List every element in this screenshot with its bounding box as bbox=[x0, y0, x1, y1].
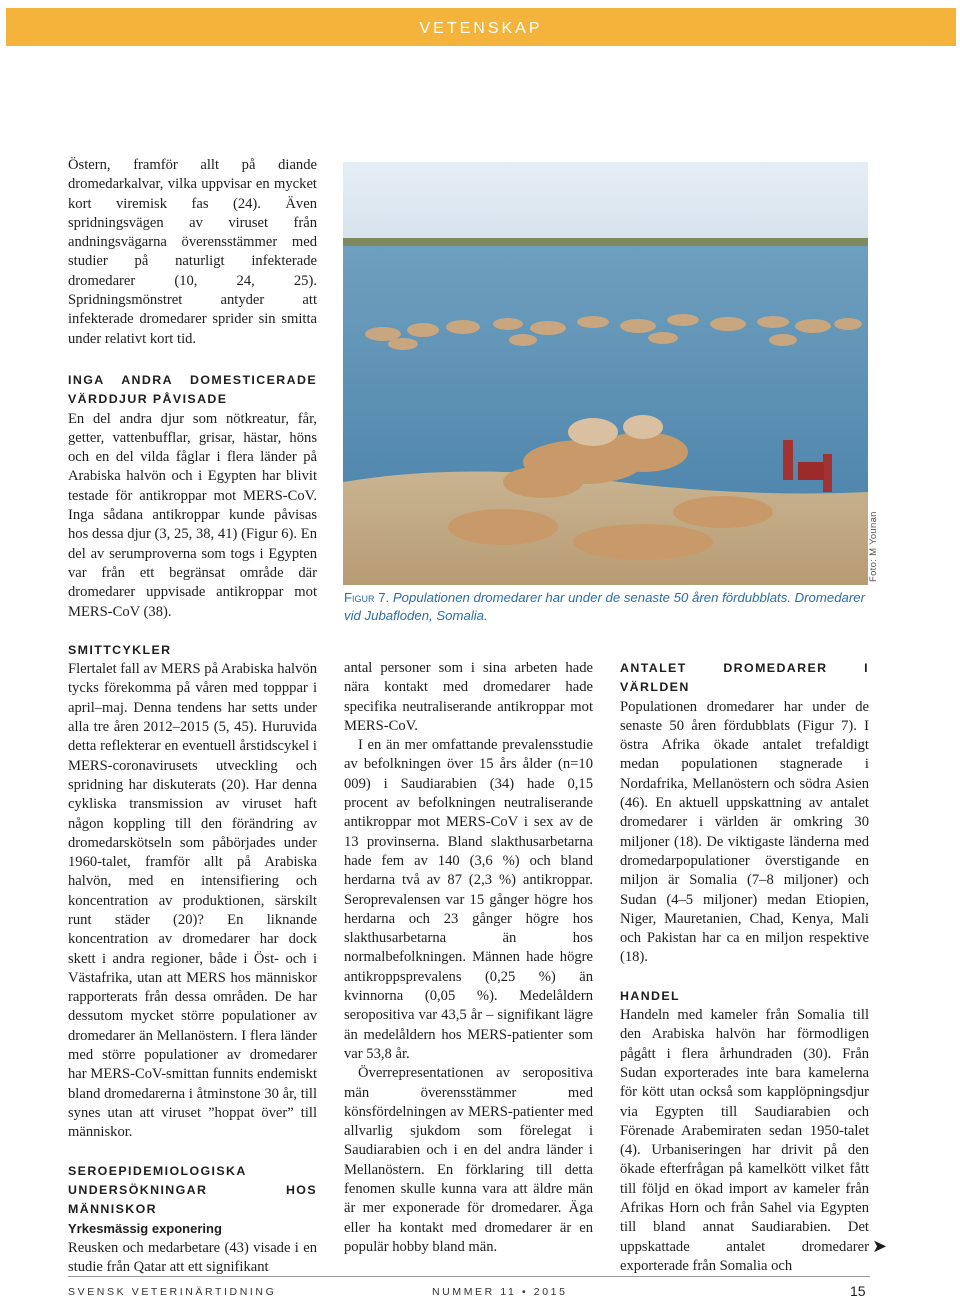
body-paragraph: Populationen dromedarer har under de senaste 50 åren fördubblats (Figur 7). I östra Afrika ökade antalet trefaldigt medan populationen stagnerade i Nordafrika, Mellanöstern och södra Asien (46). En aktuell uppskattning av antalet dromedarer i världen är omkring 30 miljoner (18). De viktigaste länderna med dromedarpopulationer överstigande en miljon är Somalia (7–8 miljoner) och Sudan (4–5 miljoner) medan Etiopien, Niger, Mauretanien, Chad, Kenya, Mali och Pakistan har ca en miljon respektive (18). bbox=[620, 698, 869, 966]
body-paragraph: Reusken och medarbetare (43) visade i en studie från Qatar att ett signifikant bbox=[68, 1239, 317, 1276]
body-paragraph: En del andra djur som nötkreatur, får, getter, vattenbufflar, grisar, hästar, höns och en del vilda fåglar i flera länder på Arabiska halvön och i Egypten har blivit testade för antikroppar mot MERS-CoV. Inga sådana antikroppar kunde påvisas hos dessa djur (3, 25, 38, 41) (Figur 6). En del av serumproverna som togs i Egypten var från ett begränsat område där dromedarer uppvisade antikroppar mot MERS-CoV (38). bbox=[68, 410, 317, 620]
photo-credit: Foto: M Younan bbox=[868, 511, 879, 582]
camels-river-image bbox=[343, 162, 868, 585]
column-1 bbox=[68, 156, 317, 1277]
journal-name: SVENSK VETERINÄRTIDNING bbox=[68, 1286, 277, 1298]
body-paragraph: antal personer som i sina arbeten hade nära kontakt med dromedarer hade specifika neutraliserande antikroppar mot MERS-CoV. bbox=[344, 660, 593, 734]
footer-divider bbox=[68, 1276, 870, 1277]
camels-photo bbox=[343, 162, 868, 585]
figure-caption bbox=[344, 589, 869, 624]
section-heading: SMITTCYKLER bbox=[68, 642, 172, 657]
figure-caption-text: Populationen dromedarer har under de senaste 50 åren fördubblats. Dromedarer vid Jubafloden, Somalia. bbox=[344, 590, 866, 623]
body-paragraph: Handeln med kameler från Somalia till den Arabiska halvön har förmodligen pågått i flera århundraden (30). Från Sudan exporterades inte bara kamelerna för kött utan också som kapplöpningsdjur via Egypten till Saudiarabien och Förenade Arabemiraten sedan 1950-talet (4). Urbaniseringen har drivit på den ökade efterfrågan på kamelkött vilket fått till följd en ökad import av kameler från Afrikas Horn och från Sahel via Egypten till bland annat Saudiarabien. Det uppskattade antalet dromedarer exporterade från Somalia och bbox=[620, 1007, 869, 1274]
body-paragraph: Överrepresentationen av seropositiva män överensstämmer med könsfördelningen av MERS-patienter med allvarlig sjukdom som förelegat i Saudiarabien och i en del andra länder i Mellanöstern. En förklaring till detta fenomen skulle kunna vara att äldre män är mer exponerade för dromedarer. Äga eller ha kontakt med dromedarer är en populär hobby bland män. bbox=[344, 1065, 593, 1255]
section-heading: INGA ANDRA DOMESTICERADE VÄRDDJUR PÅVISADE bbox=[68, 372, 317, 407]
section-heading: HANDEL bbox=[620, 988, 681, 1003]
column-2 bbox=[344, 659, 593, 1257]
page-number: 15 bbox=[850, 1283, 866, 1299]
body-paragraph: Östern, framför allt på diande dromedarkalvar, vilka uppvisar en mycket kort viremisk fas (24). Även spridningsvägen av viruset från andningsvägarna överensstämmer med studier på naturligt infekterade dromedarer (10, 24, 25). Spridningsmönstret antyder att infekterade dromedarer sprider sin smitta under relativt kort tid. bbox=[68, 157, 317, 347]
section-heading: SEROEPIDEMIOLOGISKA UNDERSÖKNINGAR HOS MÄNNISKOR bbox=[68, 1163, 317, 1217]
body-paragraph: Flertalet fall av MERS på Arabiska halvön tycks förekomma på våren med topppar i april–maj. Denna tendens har setts under alla tre åren 2012–2015 (5, 45). Huruvida detta reflekterar en eventuell årstidscykel i MERS-coronavirusets utveckling och spridning har diskuterats (20). Har denna cykliska transmission av viruset haft någon koppling till den förändring av dromedarskötseln som påbörjades under 1960-talet, framför allt på Arabiska halvön, med en intensifiering och koncentration av produktionen, särskilt runt städer (20)? En liknande koncentration av dromedarer har dock skett i andra regioner, både i Öst- och i Västafrika, utan att MERS hos människor rapporterats från dessa områden. De har dessutom mycket större populationer av dromedarer än Mellanöstern. I flera länder med större populationer av dromedarer har MERS-CoV-smittan funnits endemiskt bland dromedarerna i åtminstone 30 år, till synes utan att viruset ”hoppat över” till människor. bbox=[68, 661, 317, 1141]
section-title: VETENSKAP bbox=[419, 20, 543, 37]
section-heading: ANTALET DROMEDARER I VÄRLDEN bbox=[620, 661, 869, 695]
issue-number: NUMMER 11 • 2015 bbox=[432, 1286, 568, 1298]
body-paragraph: I en än mer omfattande prevalensstudie av befolkningen över 15 års ålder (n=10 009) i Saudiarabien (34) hade 0,15 procent av befolkningen neutraliserande antikroppar mot MERS-CoV i sex av de 13 provinserna. Bland slakthusarbetarna hade fem av 140 (3,6 %) och bland herdarna två av 87 (2,3 %) antikroppar. Seroprevalensen var 15 gånger högre hos herdarna och 23 gånger högre hos slakthusarbetarna än hos normalbefolkningen. Männen hade högre antikroppsprevalens (0,25 %) än kvinnorna (0,05 %). Medelåldern seropositiva var 43,5 år – signifikant lägre än medelåldern hos MERS-patienter som var 53,8 år. bbox=[344, 737, 593, 1062]
section-banner bbox=[6, 8, 956, 46]
sub-heading: Yrkesmässig exponering bbox=[68, 1221, 222, 1237]
column-3 bbox=[620, 659, 869, 1276]
figure-label: Figur 7. bbox=[344, 590, 390, 605]
continue-arrow-icon: ➤ bbox=[872, 1236, 888, 1257]
